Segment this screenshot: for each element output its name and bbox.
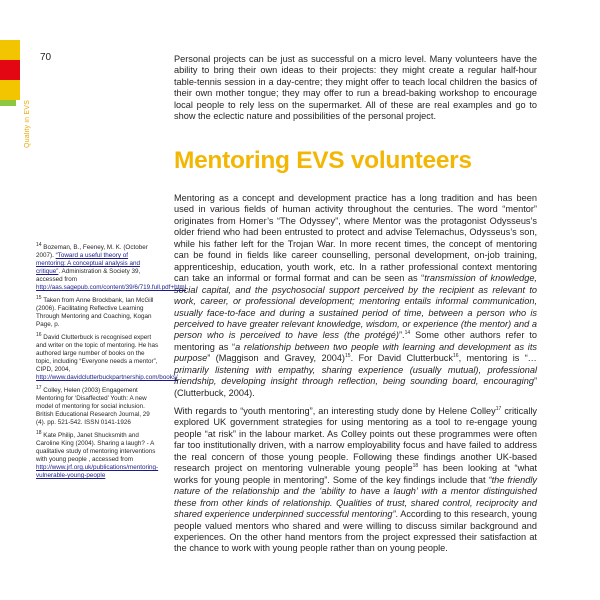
quote-italic: transmission of knowledge, social capital, and the psychosocial support perceived by the recipient as relevant to work, career, or professional development; mentoring entails informal communication, usually face-to-face and during a sustained period of time, between a person who is perceived to have greater relevant knowledge, wisdom, or experience (the mentor) and a person who is perceived to have less (the protégé) — [174, 273, 537, 341]
color-tab-strip — [0, 40, 20, 100]
text-run: ” (Maggison and Gravey, 2004) — [207, 353, 345, 364]
tab-yellow — [0, 40, 20, 60]
footnote-text: Taken from Anne Brockbank, Ian McGill (2006). Facilitating Reflective Learning Through Mentoring and Coaching, Kogan Page, p. — [36, 297, 154, 328]
text-run: ”. — [398, 330, 405, 341]
text-run: critically explored UK government strategies for using mentoring as a tool to re-engage young people “at risk” in the labour market. As Colley points out these programmes were often far too institutionally driven, with a narrow employability focus and have failed to address the real concern of those young people. Following these findings another UK-based research project on mentoring vulnerable young people — [174, 406, 537, 474]
footnote-text: Bozeman, B., Feeney, M. K. (October 2007). — [36, 244, 148, 259]
footnote-18 — [36, 429, 159, 480]
footnote-text: Kate Philip, Janet Shucksmith and Caroline King (2004). Sharing a laugh? - A qualitative study of mentoring interventions with young people , accessed from — [36, 432, 156, 463]
text-run: has been looking at “what works for young people in mentoring”. Some of the key findings include that — [174, 463, 537, 485]
footnote-ref[interactable]: 18 — [412, 463, 419, 470]
running-head: Quality in EVS — [24, 100, 31, 148]
quote-italic: …primarily listening with empathy, sharing experience (usually mutual), professional friendship, developing insight through reflection, being sounding board, encouraging — [174, 353, 537, 387]
footnote-link[interactable]: “Toward a useful theory of mentoring: A conceptual analysis and critique” — [36, 252, 140, 275]
footnote-number: 14 — [36, 241, 42, 248]
paragraph-youth-mentoring — [174, 406, 537, 555]
footnote-url-link[interactable]: http://aas.sagepub.com/content/39/6/719.full.pdf+html — [36, 284, 187, 291]
footnote-number: 16 — [36, 331, 42, 338]
quote-italic: “the friendly nature of the relationship and the ‘ability to have a laugh’ with a mentor distinguished these from other kinds of relationship. Qualities of trust, shared control, reciprocity and shared experience underpinned successful mentoring” — [174, 474, 537, 520]
footnotes — [36, 241, 187, 485]
text-run: Some other authors refer to mentoring as “ — [174, 330, 537, 352]
quote-italic: a relationship between two people with learning and development as its purpose — [174, 341, 537, 364]
text-run: , mentoring is “ — [458, 353, 528, 364]
section-heading: Mentoring EVS volunteers — [174, 147, 472, 174]
footnote-url-link[interactable]: http://www.davidclutterbuckpartnership.com/books/ — [36, 374, 178, 381]
footnote-text: . Administration & Society 39, accessed from — [36, 268, 141, 283]
footnote-16 — [36, 331, 178, 382]
footnote-17 — [36, 384, 159, 427]
footnote-ref[interactable]: 16 — [453, 353, 459, 360]
footnote-text: David Clutterbuck is recognised expert and writer on the topic of mentoring. He has authored large number of books on the topic, including “Everyone needs a mentor”, CIPD, 2004, — [36, 334, 159, 373]
footnote-text: Colley, Helen (2003) Engagement Mentoring for ‘Disaffected’ Youth: A new model of mentoring for social inclusion. British Educational Research Journal, 29 (4). pp. 521-542. ISSN 0141-1926 — [36, 387, 150, 426]
footnote-ref[interactable]: 14 — [404, 330, 411, 337]
text-run: . According to this research, young people valued mentors who shared and were willing to discuss similar background and experiences. On the other hand mentors from the project expressed their satisfaction at the chance to work with young people rather than on young people. — [174, 509, 537, 554]
footnote-ref[interactable]: 17 — [495, 405, 502, 412]
tab-red — [0, 60, 20, 80]
footnote-url-link[interactable]: http://www.jrf.org.uk/publications/mentoring-vulnerable-young-people — [36, 464, 159, 479]
footnote-15 — [36, 294, 159, 329]
footnote-number: 15 — [36, 294, 42, 301]
page-number: 70 — [40, 52, 52, 63]
footnote-ref[interactable]: 15 — [345, 353, 351, 360]
text-run: . For David Clutterbuck — [350, 353, 453, 364]
intro-paragraph: Personal projects can be just as successful on a micro level. Many volunteers have the ability to bring their own ideas to their projects: they might create a regular half-hour table-tennis session in a day-centre; they might offer to teach local children the basics of their own mother tongue; they may offer to run a bread-baking workshop to encourage local people to rely less on the supermarket. All of these are real examples and go to show the eclectic nature and possibilities of the personal project. — [174, 54, 537, 122]
text-run: With regards to “youth mentoring”, an interesting study done by Helene Colley — [174, 406, 496, 416]
footnote-number: 17 — [36, 384, 42, 391]
paragraph-mentoring-concept — [174, 193, 537, 399]
tab-green — [0, 100, 16, 106]
text-run: ” (Clutterbuck, 2004). — [174, 376, 537, 398]
footnote-14 — [36, 241, 187, 292]
tab-yellow-2 — [0, 80, 20, 100]
footnote-number: 18 — [36, 429, 42, 436]
text-run: Mentoring as a concept and development practice has a long tradition and has been used in various fields of human activity throughout the centuries. The word “mentor” originates from Homer’s “The Odyssey”, where Mentor was the protagonist Odysseus’s older friend who had been entrusted to protect and advise Telemachus, Odysseus’s son, while his father left for the Trojan War. In more recent times, the concept of mentoring can be found in fields like career counselling, personal development, on-job training, apprenticeship, education, youth work, etc. In a rather professional context mentoring can take an informal or formal format and can be seen as “ — [174, 193, 537, 284]
